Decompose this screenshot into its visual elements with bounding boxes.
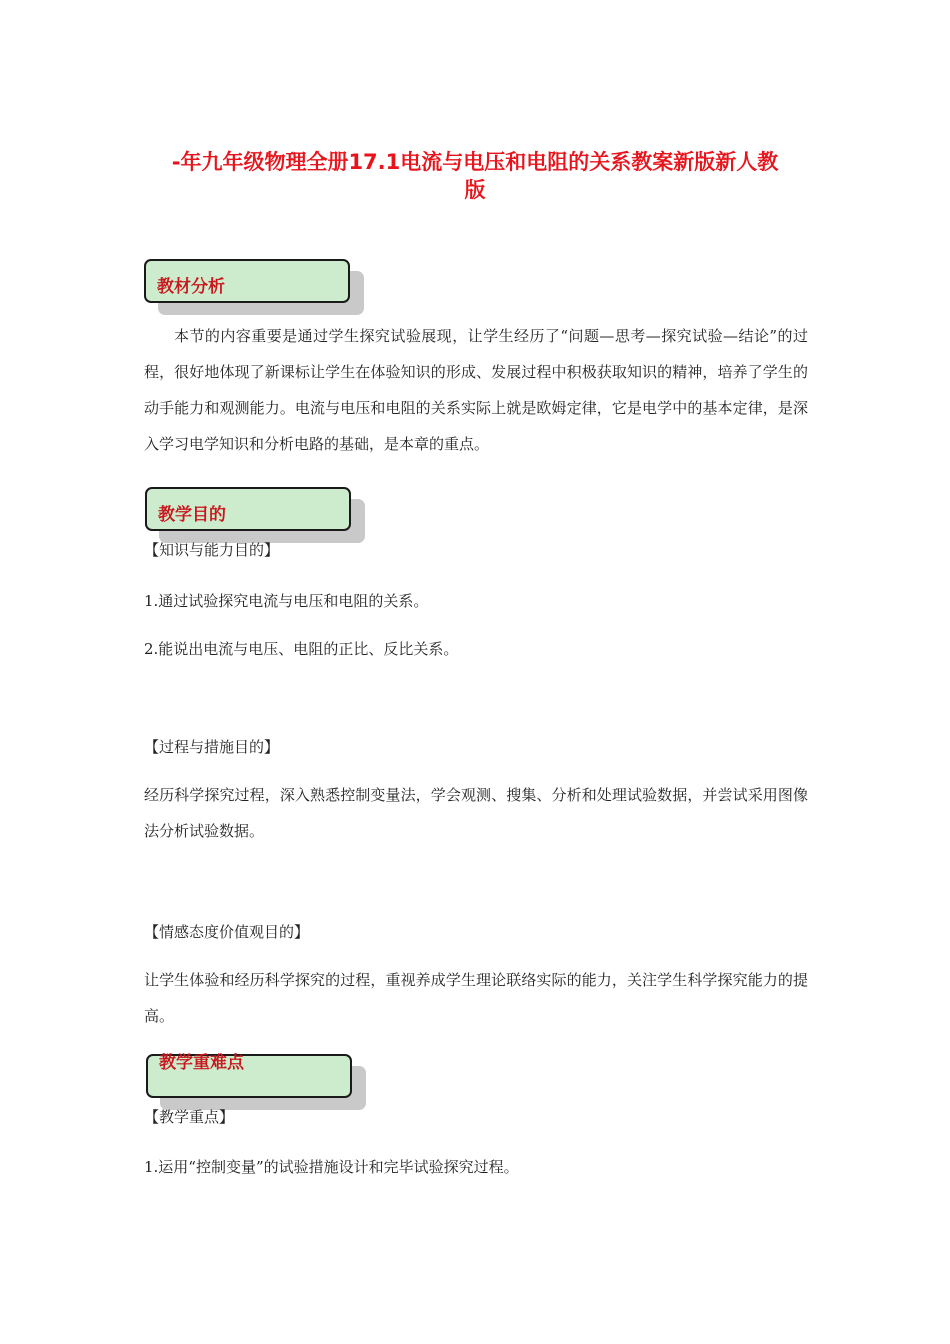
title-line-1: -年九年级物理全册17.1电流与电压和电阻的关系教案新版新人教: [171, 150, 779, 174]
process-goal-label: 【过程与措施目的】: [144, 738, 280, 756]
section-heading-label: 教学目的: [158, 505, 226, 525]
title-line-2: 版: [464, 178, 486, 202]
knowledge-goal-label: 【知识与能力目的】: [144, 541, 280, 559]
section-heading-analysis: [144, 259, 350, 303]
analysis-paragraph: 本节的内容重要是通过学生探究试验展现，让学生经历了“问题—思考—探究试验—结论”的过程，很好地体现了新课标让学生在体验知识的形成、发展过程中积极获取知识的精神，培养了学生的动手能力和观测能力。电流与电压和电阻的关系实际上就是欧姆定律，它是电学中的基本定律，是深入学习电学知识和分析电路的基础，是本章的重点。: [144, 327, 808, 453]
knowledge-goal-item: 2.能说出电流与电压、电阻的正比、反比关系。: [144, 640, 459, 658]
section-heading-label: 教材分析: [157, 277, 225, 297]
process-goal-paragraph: 经历科学探究过程，深入熟悉控制变量法，学会观测、搜集、分析和处理试验数据，并尝试采用图像法分析试验数据。: [144, 786, 808, 840]
section-heading-label: 教学重难点: [159, 1053, 244, 1073]
emotion-goal-label: 【情感态度价值观目的】: [144, 923, 310, 941]
document-title: [130, 148, 820, 204]
knowledge-goal-item: 1.通过试验探究电流与电压和电阻的关系。: [144, 592, 429, 610]
section-heading-difficulty: [146, 1054, 352, 1098]
section-heading-goals: [145, 487, 351, 531]
key-point-label: 【教学重点】: [144, 1108, 235, 1126]
emotion-goal-paragraph: 让学生体验和经历科学探究的过程，重视养成学生理论联络实际的能力，关注学生科学探究能力的提高。: [144, 971, 808, 1025]
key-point-item: 1.运用“控制变量”的试验措施设计和完毕试验探究过程。: [144, 1158, 519, 1176]
